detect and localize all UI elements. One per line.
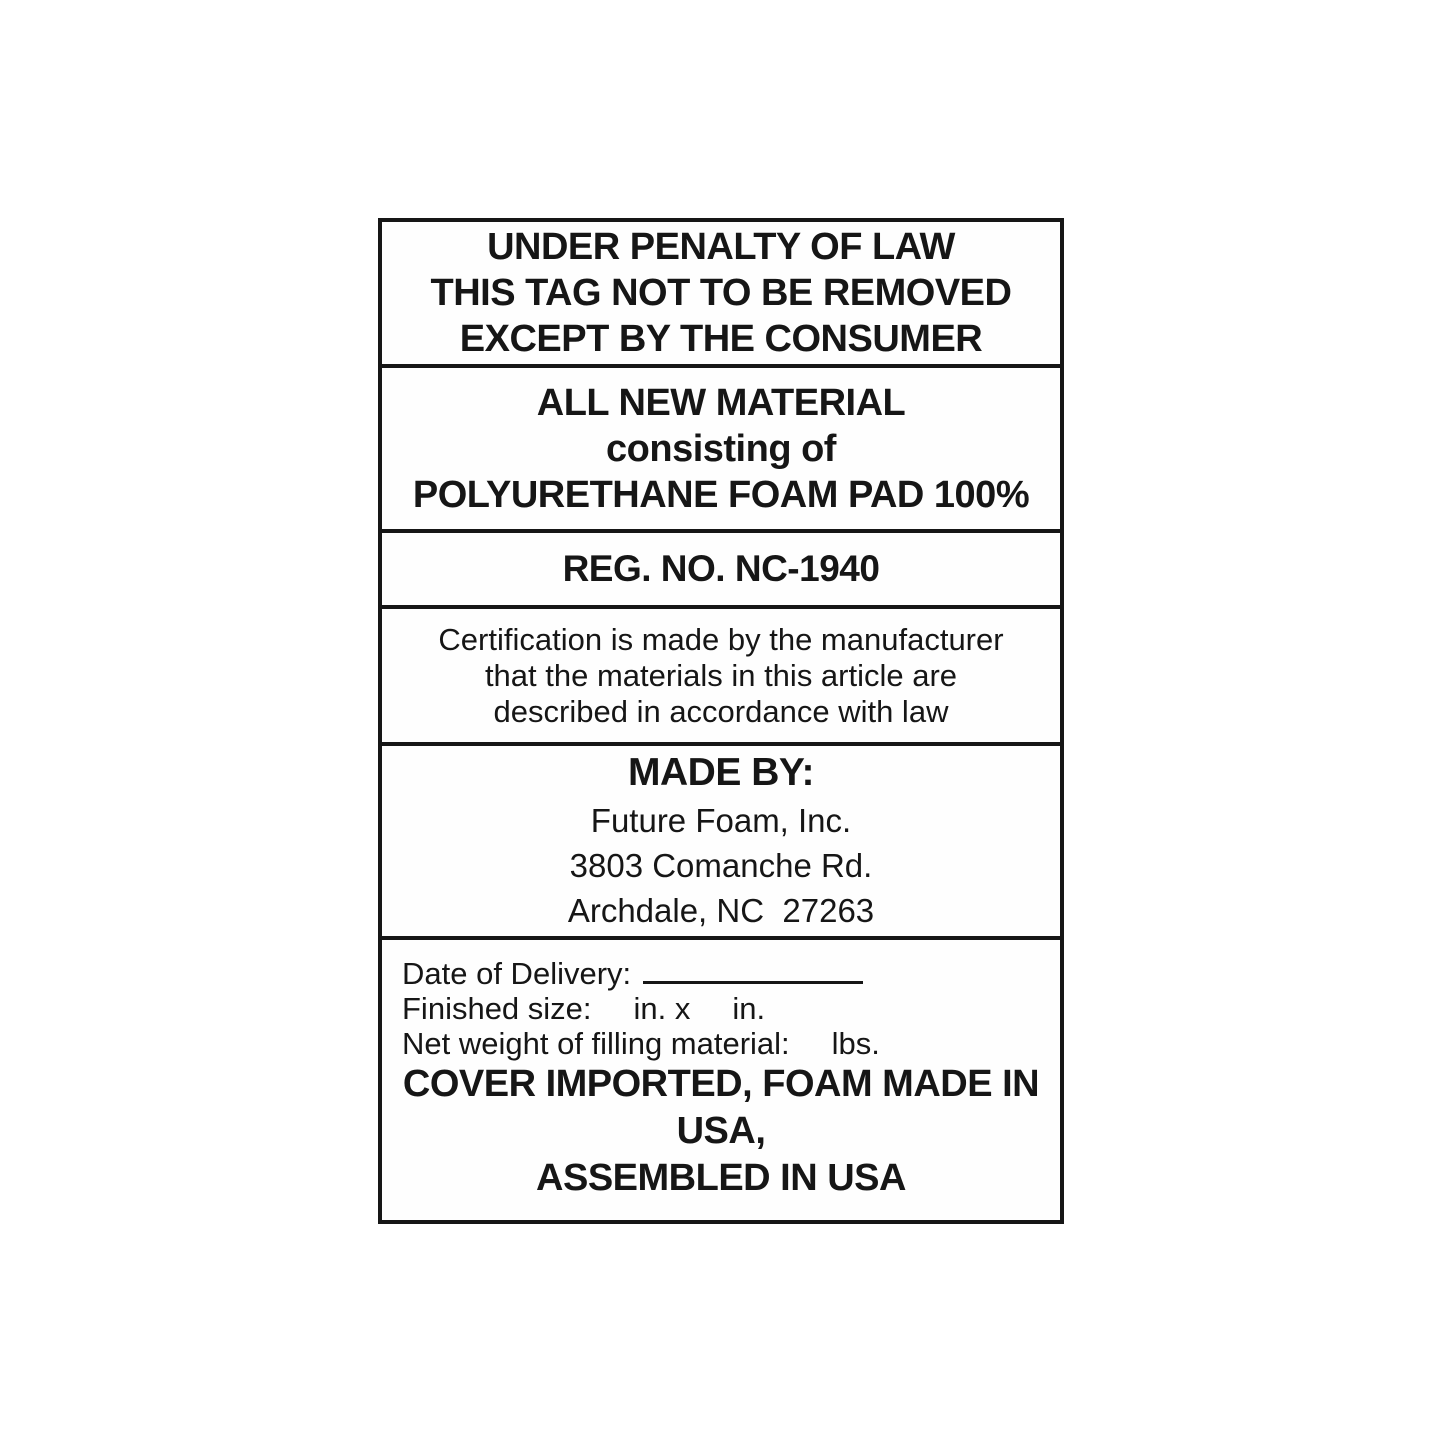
finished-size-unit-2: in. [732, 991, 766, 1027]
made-by-heading: MADE BY: [628, 751, 814, 795]
date-of-delivery-label: Date of Delivery: [402, 956, 632, 992]
finished-size-label: Finished size: [402, 991, 592, 1027]
origin-line: ASSEMBLED IN USA [536, 1157, 906, 1200]
certification-line: that the materials in this article are [484, 657, 958, 693]
material-line: ALL NEW MATERIAL [536, 381, 906, 424]
manufacturer-city-state-zip: Archdale, NC 27263 [567, 892, 875, 930]
manufacturer-street: 3803 Comanche Rd. [569, 847, 873, 885]
penalty-section [382, 222, 1060, 368]
net-weight-unit: lbs. [831, 1026, 880, 1062]
finished-size-unit-1: in. x [633, 991, 691, 1027]
net-weight-label: Net weight of filling material: [402, 1026, 790, 1062]
certification-line: described in accordance with law [493, 693, 949, 729]
date-of-delivery-blank [643, 959, 863, 984]
material-line: consisting of [606, 427, 836, 470]
certification-section [382, 609, 1060, 745]
finished-size-line [402, 991, 1040, 1026]
law-label [378, 218, 1064, 1224]
made-by-section [382, 746, 1060, 940]
registration-number: REG. NO. NC-1940 [562, 548, 880, 590]
penalty-line: UNDER PENALTY OF LAW [487, 226, 955, 269]
penalty-line: THIS TAG NOT TO BE REMOVED [430, 272, 1012, 315]
registration-number-section [382, 533, 1060, 610]
certification-line: Certification is made by the manufacturer [438, 621, 1004, 657]
net-weight-line [402, 1026, 1040, 1061]
date-of-delivery-line [402, 956, 1040, 991]
manufacturer-name: Future Foam, Inc. [590, 802, 852, 840]
penalty-line: EXCEPT BY THE CONSUMER [459, 318, 983, 361]
origin-line: COVER IMPORTED, FOAM MADE IN USA, [402, 1063, 1040, 1153]
origin-statement [402, 1061, 1040, 1210]
details-section [382, 940, 1060, 1220]
material-section [382, 368, 1060, 533]
material-line: POLYURETHANE FOAM PAD 100% [412, 473, 1030, 516]
